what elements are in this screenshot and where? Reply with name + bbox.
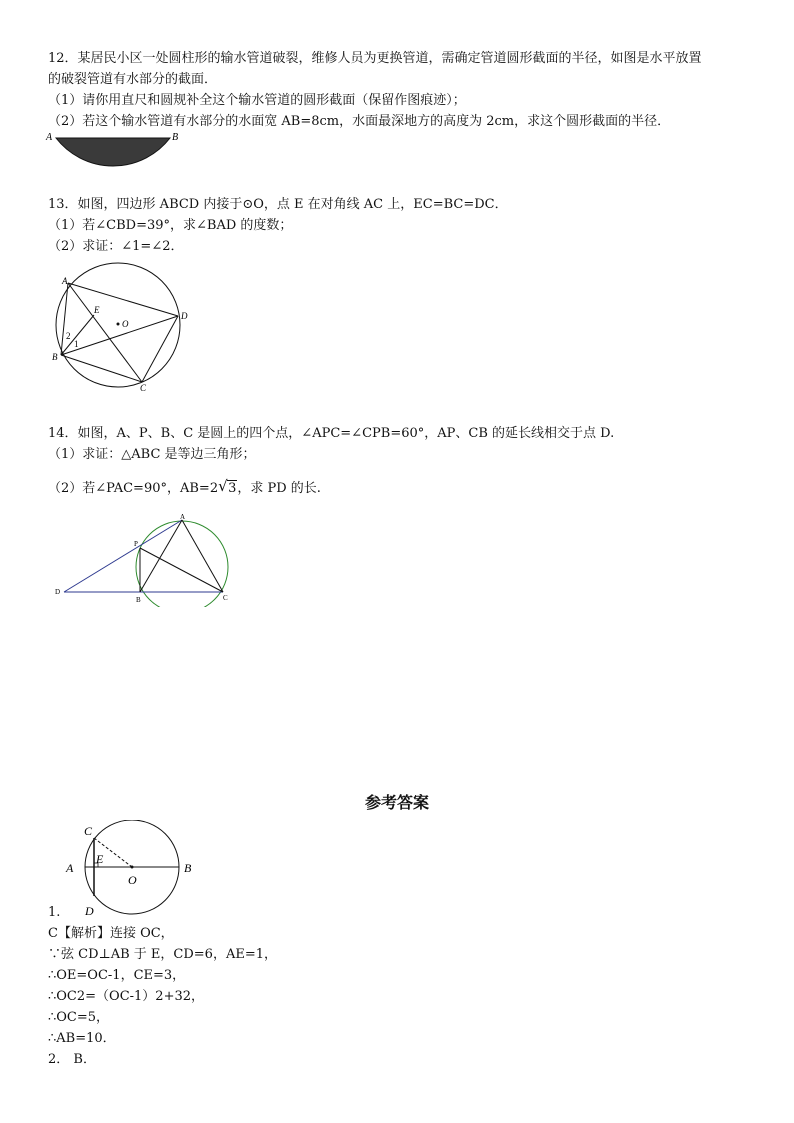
q12-label-b: B: [172, 132, 179, 143]
q12-line-4: （2）若这个输水管道有水部分的水面宽 AB=8cm，水面最深地方的高度为 2cm，求这个圆形截面的半径．: [48, 114, 671, 129]
q12-label-a: A: [46, 132, 53, 143]
answer-line: C【解析】连接 OC，: [48, 926, 174, 941]
answer-line: ∴OC2=（OC-1）2+32，: [48, 989, 205, 1004]
q14-line-3-text: （2）若∠PAC=90°，AB=2: [48, 481, 219, 496]
q14-line-3: [48, 477, 321, 498]
q13-label-e: E: [94, 305, 100, 315]
q13-label-o: O: [122, 319, 129, 329]
q14-line-1: 14．如图，A、P、B、C 是圆上的四个点，∠APC=∠CPB=60°，AP、CB 的延长线相交于点 D.: [48, 426, 615, 441]
answer-label-d: D: [85, 904, 94, 918]
q13-line-1: 13．如图，四边形 ABCD 内接于⊙O，点 E 在对角线 AC 上，EC=BC=DC．: [48, 197, 508, 212]
q13-line-2: （1）若∠CBD=39°，求∠BAD 的度数；: [48, 218, 293, 233]
q12-line-3: （1）请你用直尺和圆规补全这个输水管道的圆形截面（保留作图痕迹）；: [48, 93, 466, 108]
answer-label-b: B: [184, 861, 192, 875]
q13-label-1: 1: [74, 339, 79, 349]
q12-water-segment: [56, 138, 170, 166]
q14-label-a: A: [180, 513, 186, 521]
answer-line: ∴AB=10．: [48, 1031, 116, 1046]
answers-heading: 参考答案: [364, 793, 429, 812]
q14-label-b: B: [136, 596, 141, 604]
q12-line-2: 的破裂管道有水部分的截面．: [48, 72, 218, 87]
answer-label-c: C: [84, 824, 93, 838]
q13-label-b: B: [52, 352, 58, 362]
answer-1-figure: [62, 820, 202, 920]
q12-line-1: 12．某居民小区一处圆柱形的输水管道破裂，维修人员为更换管道，需确定管道圆形截面的半径，如图是水平放置: [48, 51, 702, 66]
answer-line: ∴OE=OC-1，CE=3，: [48, 968, 186, 983]
answer-label-a: A: [66, 861, 74, 875]
q13-figure: [48, 258, 198, 393]
q13-label-c: C: [140, 383, 147, 393]
answer-label-o: O: [128, 873, 137, 887]
q12-pipe-figure: [44, 130, 184, 178]
sqrt-radicand: 3: [228, 481, 237, 496]
q14-label-p: P: [134, 540, 138, 548]
answer-label-e: E: [96, 852, 104, 866]
answer-line: 2． B．: [48, 1052, 96, 1067]
q13-line-3: （2）求证：∠1=∠2．: [48, 239, 184, 254]
q13-label-d: D: [181, 311, 188, 321]
q14-label-d: D: [55, 588, 61, 596]
q14-figure: [50, 512, 240, 607]
answer-line: ∴OC=5，: [48, 1010, 110, 1025]
sqrt-sign: √ 3: [218, 477, 237, 496]
answer-line: ∵弦 CD⊥AB 于 E，CD=6，AE=1，: [48, 947, 277, 962]
q14-circle: [136, 521, 228, 607]
q14-label-c: C: [223, 594, 228, 602]
q13-label-a: A: [62, 276, 68, 286]
q14-line-3-tail: ，求 PD 的长.: [237, 481, 321, 496]
q13-label-2: 2: [66, 331, 71, 341]
answer-line: 1.: [48, 905, 61, 920]
q14-line-2: （1）求证：△ABC 是等边三角形；: [48, 447, 256, 462]
